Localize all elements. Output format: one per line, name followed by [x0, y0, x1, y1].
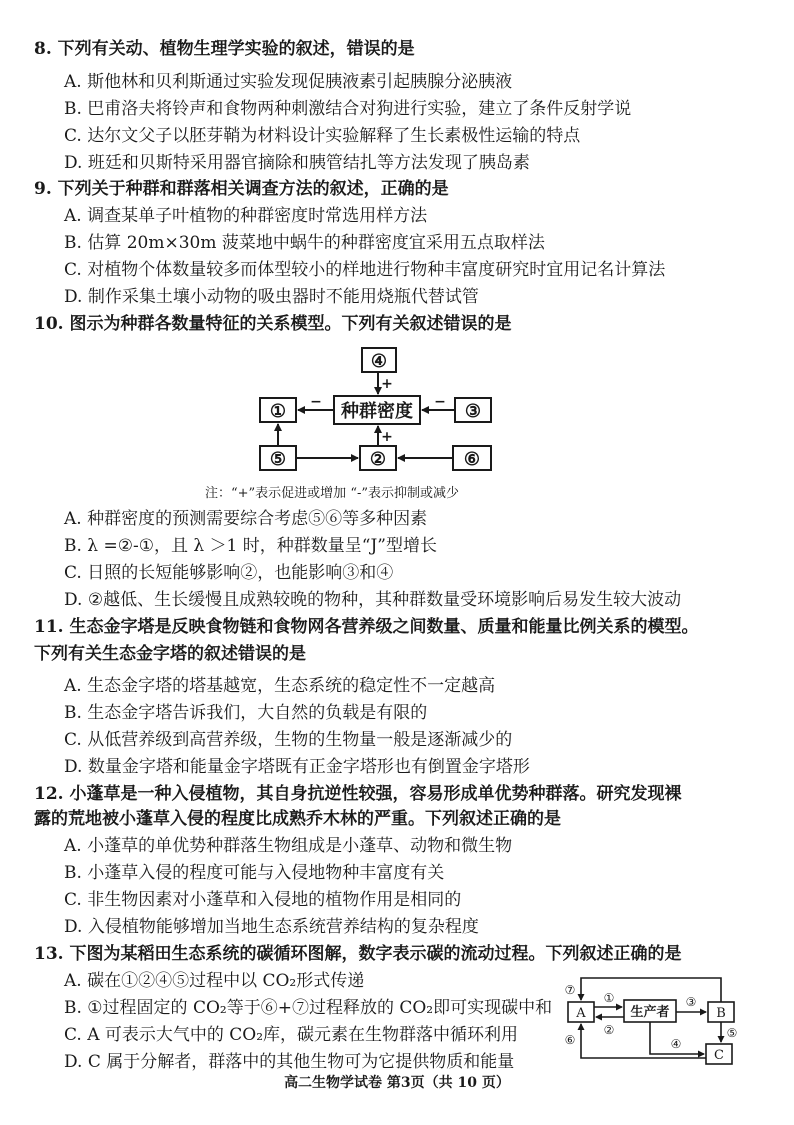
minus-sign-right: − — [434, 394, 446, 410]
question-11-option-b: B. 生态金字塔告诉我们，大自然的负载是有限的 — [64, 703, 428, 723]
question-11-option-a: A. 生态金字塔的塔基越宽，生态系统的稳定性不一定越高 — [64, 676, 496, 696]
question-11-option-c: C. 从低营养级到高营养级，生物的生物量一般是逐渐减少的 — [64, 730, 513, 750]
question-13-stem: 13. 下图为某稻田生态系统的碳循环图解，数字表示碳的流动过程。下列叙述正确的是 — [34, 944, 682, 964]
question-10-stem: 10. 图示为种群各数量特征的关系模型。下列有关叙述错误的是 — [34, 314, 512, 334]
arrow-6-c-to-a — [581, 1024, 706, 1058]
question-13-option-b: B. ①过程固定的 CO₂等于⑥+⑦过程释放的 CO₂即可实现碳中和 — [64, 998, 553, 1018]
question-12-option-c: C. 非生物因素对小蓬草和入侵地的植物作用是相同的 — [64, 890, 462, 910]
process-4-label: ④ — [670, 1037, 682, 1051]
question-12-option-d: D. 入侵植物能够增加当地生态系统营养结构的复杂程度 — [64, 917, 479, 937]
node-a-label: A — [576, 1006, 586, 1021]
node-5-label: ⑤ — [269, 449, 287, 470]
process-1-label: ① — [603, 991, 615, 1005]
question-11-stem-continued: 下列有关生态金字塔的叙述错误的是 — [34, 644, 306, 664]
question-11-stem: 11. 生态金字塔是反映食物链和食物网各营养级之间数量、质量和能量比例关系的模型。 — [34, 617, 699, 637]
question-9-option-b: B. 估算 20m×30m 菠菜地中蜗牛的种群密度宜采用五点取样法 — [64, 233, 545, 253]
minus-sign-left: − — [310, 394, 322, 410]
node-b-label: B — [716, 1006, 726, 1021]
node-2-label: ② — [369, 449, 387, 470]
question-10-option-b: B. λ =②-①，且 λ ＞1 时，种群数量呈“J”型增长 — [64, 536, 437, 556]
plus-sign-bottom: + — [381, 429, 393, 445]
question-9-option-a: A. 调查某单子叶植物的种群密度时常选用样方法 — [64, 206, 428, 226]
node-3-label: ③ — [464, 401, 482, 422]
question-12-stem-continued: 露的荒地被小蓬草入侵的程度比成熟乔木林的严重。下列叙述正确的是 — [34, 809, 561, 829]
question-9-option-d: D. 制作采集土壤小动物的吸虫器时不能用烧瓶代替试管 — [64, 287, 479, 307]
question-12-option-b: B. 小蓬草入侵的程度可能与入侵地物种丰富度有关 — [64, 863, 445, 883]
question-13-option-c: C. A 可表示大气中的 CO₂库，碳元素在生物群落中循环利用 — [64, 1025, 519, 1045]
process-5-label: ⑤ — [726, 1026, 738, 1040]
arrow-7-b-to-a — [581, 978, 721, 1002]
process-6-label: ⑥ — [564, 1033, 576, 1047]
diagram-note: 注：“+”表示促进或增加 “-”表示抑制或减少 — [205, 486, 460, 501]
process-7-label: ⑦ — [564, 983, 576, 997]
question-13-option-a: A. 碳在①②④⑤过程中以 CO₂形式传递 — [64, 971, 365, 991]
question-8-stem: 8. 下列有关动、植物生理学实验的叙述，错误的是 — [34, 39, 415, 59]
question-8-option-a: A. 斯他林和贝利斯通过实验发现促胰液素引起胰腺分泌胰液 — [64, 72, 513, 92]
question-8-option-b: B. 巴甫洛夫将铃声和食物两种刺激结合对狗进行实验，建立了条件反射学说 — [64, 99, 632, 119]
question-12-stem: 12. 小蓬草是一种入侵植物，其自身抗逆性较强，容易形成单优势种群落。研究发现裸 — [34, 784, 682, 804]
plus-sign-top: + — [381, 376, 393, 392]
population-density-label: 种群密度 — [341, 401, 413, 422]
question-11-option-d: D. 数量金字塔和能量金字塔既有正金字塔形也有倒置金字塔形 — [64, 757, 530, 777]
question-10-option-a: A. 种群密度的预测需要综合考虑⑤⑥等多种因素 — [64, 509, 428, 529]
question-10-option-c: C. 日照的长短能够影响②，也能影响③和④ — [64, 563, 394, 583]
process-3-label: ③ — [685, 995, 697, 1009]
node-4-label: ④ — [370, 351, 388, 372]
carbon-cycle-diagram — [560, 972, 750, 1068]
population-model-diagram — [0, 340, 794, 480]
question-9-option-c: C. 对植物个体数量较多而体型较小的样地进行物种丰富度研究时宜用记名计算法 — [64, 260, 666, 280]
node-1-label: ① — [269, 401, 287, 422]
process-2-label: ② — [603, 1023, 615, 1037]
question-13-option-d: D. C 属于分解者，群落中的其他生物可为它提供物质和能量 — [64, 1052, 515, 1072]
question-12-option-a: A. 小蓬草的单优势种群落生物组成是小蓬草、动物和微生物 — [64, 836, 513, 856]
question-8-option-c: C. 达尔文父子以胚芽鞘为材料设计实验解释了生长素极性运输的特点 — [64, 126, 581, 146]
question-8-option-d: D. 班廷和贝斯特采用器官摘除和胰管结扎等方法发现了胰岛素 — [64, 153, 530, 173]
producer-label: 生产者 — [630, 1005, 670, 1020]
node-c-label: C — [714, 1048, 724, 1063]
question-9-stem: 9. 下列关于种群和群落相关调查方法的叙述，正确的是 — [34, 179, 449, 199]
page-footer: 高二生物学试卷 第3页（共 10 页） — [284, 1075, 510, 1091]
node-6-label: ⑥ — [463, 449, 481, 470]
question-10-option-d: D. ②越低、生长缓慢且成熟较晚的物种，其种群数量受环境影响后易发生较大波动 — [64, 590, 682, 610]
